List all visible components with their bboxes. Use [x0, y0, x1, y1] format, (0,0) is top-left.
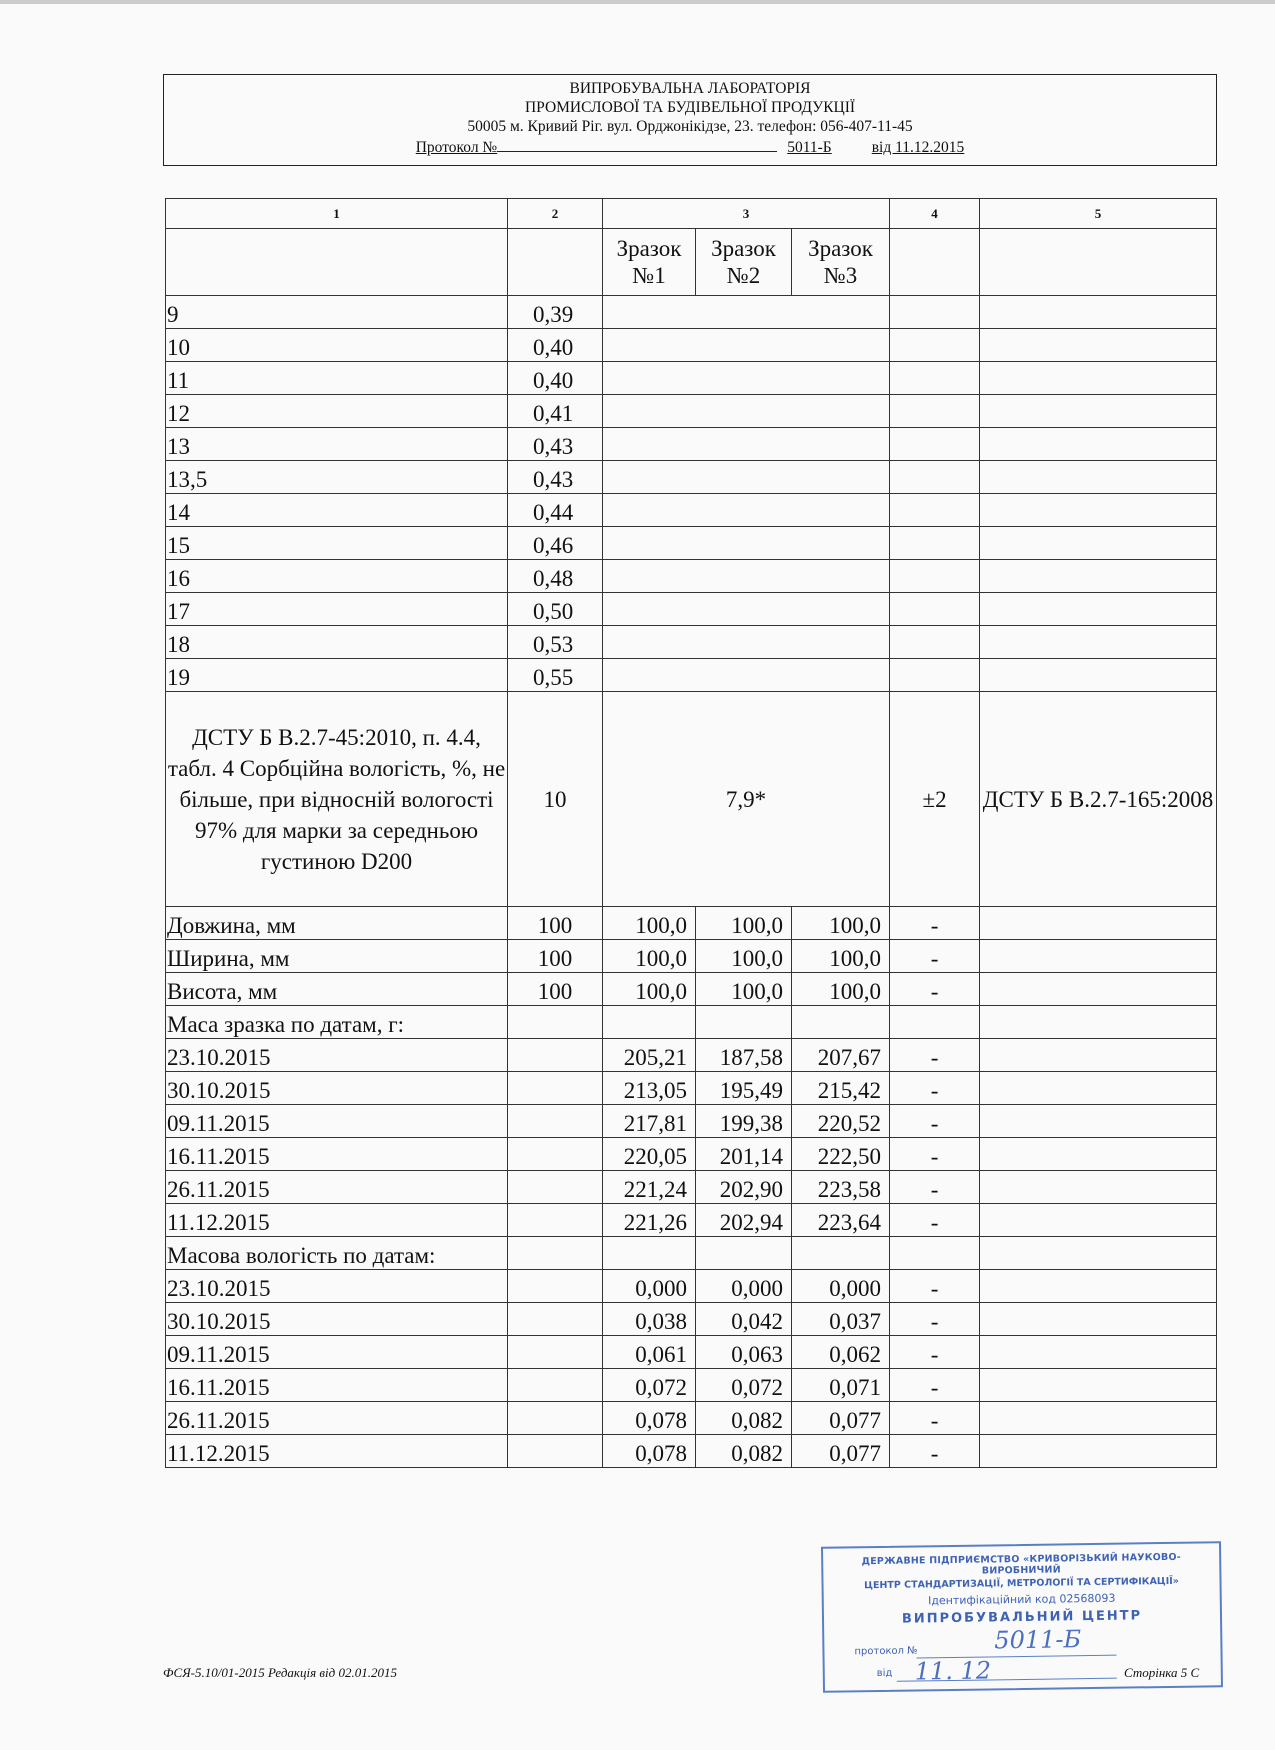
table-row — [166, 362, 1217, 395]
moisture-tolerance: - — [890, 1435, 980, 1468]
mass-date: 23.10.2015 — [166, 1039, 508, 1072]
table-row — [166, 973, 1217, 1006]
sorption-method: ДСТУ Б В.2.7-165:2008 — [980, 692, 1217, 907]
table-row — [166, 1171, 1217, 1204]
pair-param: 12 — [166, 395, 508, 428]
moisture-title-text: Масова вологість по датам: — [166, 1237, 508, 1270]
moisture-date: 09.11.2015 — [166, 1336, 508, 1369]
column-numbers-row — [166, 199, 1217, 229]
lab-subtitle: ПРОМИСЛОВОЇ ТА БУДІВЕЛЬНОЇ ПРОДУКЦІЇ — [524, 99, 856, 116]
pair-param: 9 — [166, 296, 508, 329]
page-number: Сторінка 5 С — [1124, 1665, 1200, 1680]
dim-name: Висота, мм — [166, 973, 508, 1006]
moisture-tolerance: - — [890, 1303, 980, 1336]
col-number-3: 3 — [603, 199, 890, 229]
dim-sample-3: 100,0 — [792, 973, 890, 1006]
col-number-4: 4 — [890, 199, 980, 229]
sorption-name: ДСТУ Б В.2.7-45:2010, п. 4.4, табл. 4 Сорбційна вологість, %, не більше, при відносній вологості 97% для марки за середньою густиною D200 — [166, 692, 508, 907]
table-row — [166, 461, 1217, 494]
pair-param: 18 — [166, 626, 508, 659]
moisture-title — [166, 1237, 1217, 1270]
protocol-label: Протокол № — [415, 139, 498, 156]
form-revision: ФСЯ-5.10/01-2015 Редакція від 02.01.2015 — [163, 1665, 397, 1680]
dim-sample-1: 100,0 — [603, 973, 696, 1006]
pair-param: 13,5 — [166, 461, 508, 494]
table-row — [166, 329, 1217, 362]
samples-header-row — [166, 229, 1217, 296]
sample-1-header: Зразок №1 — [603, 229, 696, 296]
dim-sample-3: 100,0 — [792, 907, 890, 940]
table-row — [166, 1435, 1217, 1468]
mass-sample-1: 213,05 — [603, 1072, 696, 1105]
results-table — [165, 198, 1217, 1468]
table-row — [166, 1039, 1217, 1072]
pair-value: 0,43 — [508, 461, 603, 494]
sample-2-header: Зразок №2 — [696, 229, 792, 296]
col-number-2: 2 — [508, 199, 603, 229]
moisture-sample-3: 0,077 — [792, 1435, 890, 1468]
pair-param: 17 — [166, 593, 508, 626]
mass-tolerance: - — [890, 1204, 980, 1237]
table-row — [166, 593, 1217, 626]
moisture-sample-3: 0,071 — [792, 1369, 890, 1402]
lab-address: 50005 м. Кривий Ріг. вул. Орджонікідзе, 23. телефон: 056-407-11-45 — [467, 118, 913, 135]
mass-date: 09.11.2015 — [166, 1105, 508, 1138]
table-row — [166, 1303, 1217, 1336]
mass-tolerance: - — [890, 1105, 980, 1138]
table-row — [166, 659, 1217, 692]
dim-norm: 100 — [508, 907, 603, 940]
pair-param: 15 — [166, 527, 508, 560]
moisture-sample-2: 0,063 — [696, 1336, 792, 1369]
stamp-line-1: ДЕРЖАВНЕ ПІДПРИЄМСТВО «КРИВОРІЗЬКИЙ НАУКОВО-ВИРОБНИЧИЙ — [861, 1551, 1181, 1577]
pair-value: 0,50 — [508, 593, 603, 626]
moisture-sample-2: 0,082 — [696, 1402, 792, 1435]
mass-sample-3: 207,67 — [792, 1039, 890, 1072]
mass-sample-1: 217,81 — [603, 1105, 696, 1138]
table-row — [166, 907, 1217, 940]
lab-header — [163, 74, 1217, 166]
dim-tolerance: - — [890, 973, 980, 1006]
stamp-line-3: Ідентифікаційний код 02568093 — [927, 1591, 1116, 1608]
sorption-result: 7,9* — [603, 692, 890, 907]
stamp-line-4: ВИПРОБУВАЛЬНИЙ ЦЕНТР — [901, 1608, 1143, 1627]
dim-name: Ширина, мм — [166, 940, 508, 973]
moisture-date: 16.11.2015 — [166, 1369, 508, 1402]
table-row — [166, 494, 1217, 527]
pair-value: 0,53 — [508, 626, 603, 659]
moisture-sample-1: 0,078 — [603, 1435, 696, 1468]
pair-value: 0,40 — [508, 362, 603, 395]
table-row — [166, 1270, 1217, 1303]
moisture-sample-1: 0,078 — [603, 1402, 696, 1435]
table-row — [166, 940, 1217, 973]
mass-sample-1: 220,05 — [603, 1138, 696, 1171]
mass-sample-2: 201,14 — [696, 1138, 792, 1171]
mass-sample-3: 215,42 — [792, 1072, 890, 1105]
moisture-sample-2: 0,072 — [696, 1369, 792, 1402]
mass-sample-3: 222,50 — [792, 1138, 890, 1171]
table-row — [166, 428, 1217, 461]
moisture-tolerance: - — [890, 1270, 980, 1303]
stamp-line-2: ЦЕНТР СТАНДАРТИЗАЦІЇ, МЕТРОЛОГІЇ ТА СЕРТИФІКАЦІЇ» — [864, 1575, 1179, 1592]
moisture-sample-3: 0,037 — [792, 1303, 890, 1336]
protocol-line — [416, 138, 965, 157]
mass-date: 11.12.2015 — [166, 1204, 508, 1237]
mass-sample-3: 220,52 — [792, 1105, 890, 1138]
moisture-tolerance: - — [890, 1402, 980, 1435]
stamp-date-label: від — [876, 1667, 893, 1680]
table-row — [166, 1204, 1217, 1237]
sorption-tolerance: ±2 — [890, 692, 980, 907]
sorption-norm: 10 — [508, 692, 603, 907]
mass-sample-2: 187,58 — [696, 1039, 792, 1072]
moisture-sample-1: 0,061 — [603, 1336, 696, 1369]
table-row — [166, 1105, 1217, 1138]
table-row — [166, 1402, 1217, 1435]
moisture-sample-2: 0,082 — [696, 1435, 792, 1468]
moisture-sample-2: 0,042 — [696, 1303, 792, 1336]
pair-param: 11 — [166, 362, 508, 395]
dim-norm: 100 — [508, 940, 603, 973]
table-row — [166, 1138, 1217, 1171]
pair-value: 0,39 — [508, 296, 603, 329]
mass-tolerance: - — [890, 1138, 980, 1171]
moisture-date: 23.10.2015 — [166, 1270, 508, 1303]
table-row — [166, 1072, 1217, 1105]
sorption-row — [166, 692, 1217, 907]
table-row — [166, 296, 1217, 329]
moisture-sample-2: 0,000 — [696, 1270, 792, 1303]
pair-param: 16 — [166, 560, 508, 593]
stamp-protocol-label: протокол № — [854, 1645, 918, 1658]
moisture-sample-3: 0,000 — [792, 1270, 890, 1303]
pair-value: 0,41 — [508, 395, 603, 428]
moisture-sample-3: 0,077 — [792, 1402, 890, 1435]
table-row — [166, 1369, 1217, 1402]
pair-value: 0,55 — [508, 659, 603, 692]
dim-tolerance: - — [890, 940, 980, 973]
moisture-sample-1: 0,072 — [603, 1369, 696, 1402]
pair-value: 0,48 — [508, 560, 603, 593]
mass-sample-1: 221,24 — [603, 1171, 696, 1204]
stamp-protocol-handwritten: 5011-Б — [994, 1625, 1082, 1655]
table-row — [166, 527, 1217, 560]
dim-sample-1: 100,0 — [603, 940, 696, 973]
table-row — [166, 1336, 1217, 1369]
dim-name: Довжина, мм — [166, 907, 508, 940]
protocol-date: від 11.12.2015 — [871, 139, 965, 156]
table-row — [166, 395, 1217, 428]
moisture-tolerance: - — [890, 1369, 980, 1402]
mass-title-text: Маса зразка по датам, г: — [166, 1006, 508, 1039]
dim-sample-3: 100,0 — [792, 940, 890, 973]
mass-sample-2: 202,90 — [696, 1171, 792, 1204]
mass-date: 30.10.2015 — [166, 1072, 508, 1105]
dim-tolerance: - — [890, 907, 980, 940]
mass-date: 16.11.2015 — [166, 1138, 508, 1171]
pair-value: 0,46 — [508, 527, 603, 560]
moisture-tolerance: - — [890, 1336, 980, 1369]
dim-sample-1: 100,0 — [603, 907, 696, 940]
moisture-date: 26.11.2015 — [166, 1402, 508, 1435]
table-row — [166, 626, 1217, 659]
moisture-date: 11.12.2015 — [166, 1435, 508, 1468]
sample-3-header: Зразок №3 — [792, 229, 890, 296]
col-number-1: 1 — [166, 199, 508, 229]
col-number-5: 5 — [980, 199, 1217, 229]
pair-value: 0,43 — [508, 428, 603, 461]
pair-param: 14 — [166, 494, 508, 527]
moisture-sample-1: 0,038 — [603, 1303, 696, 1336]
mass-tolerance: - — [890, 1039, 980, 1072]
mass-sample-1: 221,26 — [603, 1204, 696, 1237]
dim-sample-2: 100,0 — [696, 940, 792, 973]
mass-sample-2: 202,94 — [696, 1204, 792, 1237]
mass-date: 26.11.2015 — [166, 1171, 508, 1204]
dim-norm: 100 — [508, 973, 603, 1006]
stamp-date-handwritten: 11. 12 — [914, 1656, 992, 1686]
lab-title: ВИПРОБУВАЛЬНА ЛАБОРАТОРІЯ — [569, 80, 811, 97]
moisture-date: 30.10.2015 — [166, 1303, 508, 1336]
pair-param: 10 — [166, 329, 508, 362]
moisture-sample-1: 0,000 — [603, 1270, 696, 1303]
pair-value: 0,40 — [508, 329, 603, 362]
mass-sample-1: 205,21 — [603, 1039, 696, 1072]
pair-value: 0,44 — [508, 494, 603, 527]
protocol-number: 5011-Б — [787, 139, 832, 156]
dim-sample-2: 100,0 — [696, 973, 792, 1006]
pair-param: 13 — [166, 428, 508, 461]
mass-title — [166, 1006, 1217, 1039]
dim-sample-2: 100,0 — [696, 907, 792, 940]
mass-sample-3: 223,64 — [792, 1204, 890, 1237]
mass-tolerance: - — [890, 1171, 980, 1204]
mass-sample-2: 195,49 — [696, 1072, 792, 1105]
mass-sample-2: 199,38 — [696, 1105, 792, 1138]
scan-edge — [0, 0, 1275, 4]
table-row — [166, 560, 1217, 593]
moisture-sample-3: 0,062 — [792, 1336, 890, 1369]
mass-sample-3: 223,58 — [792, 1171, 890, 1204]
pair-param: 19 — [166, 659, 508, 692]
mass-tolerance: - — [890, 1072, 980, 1105]
